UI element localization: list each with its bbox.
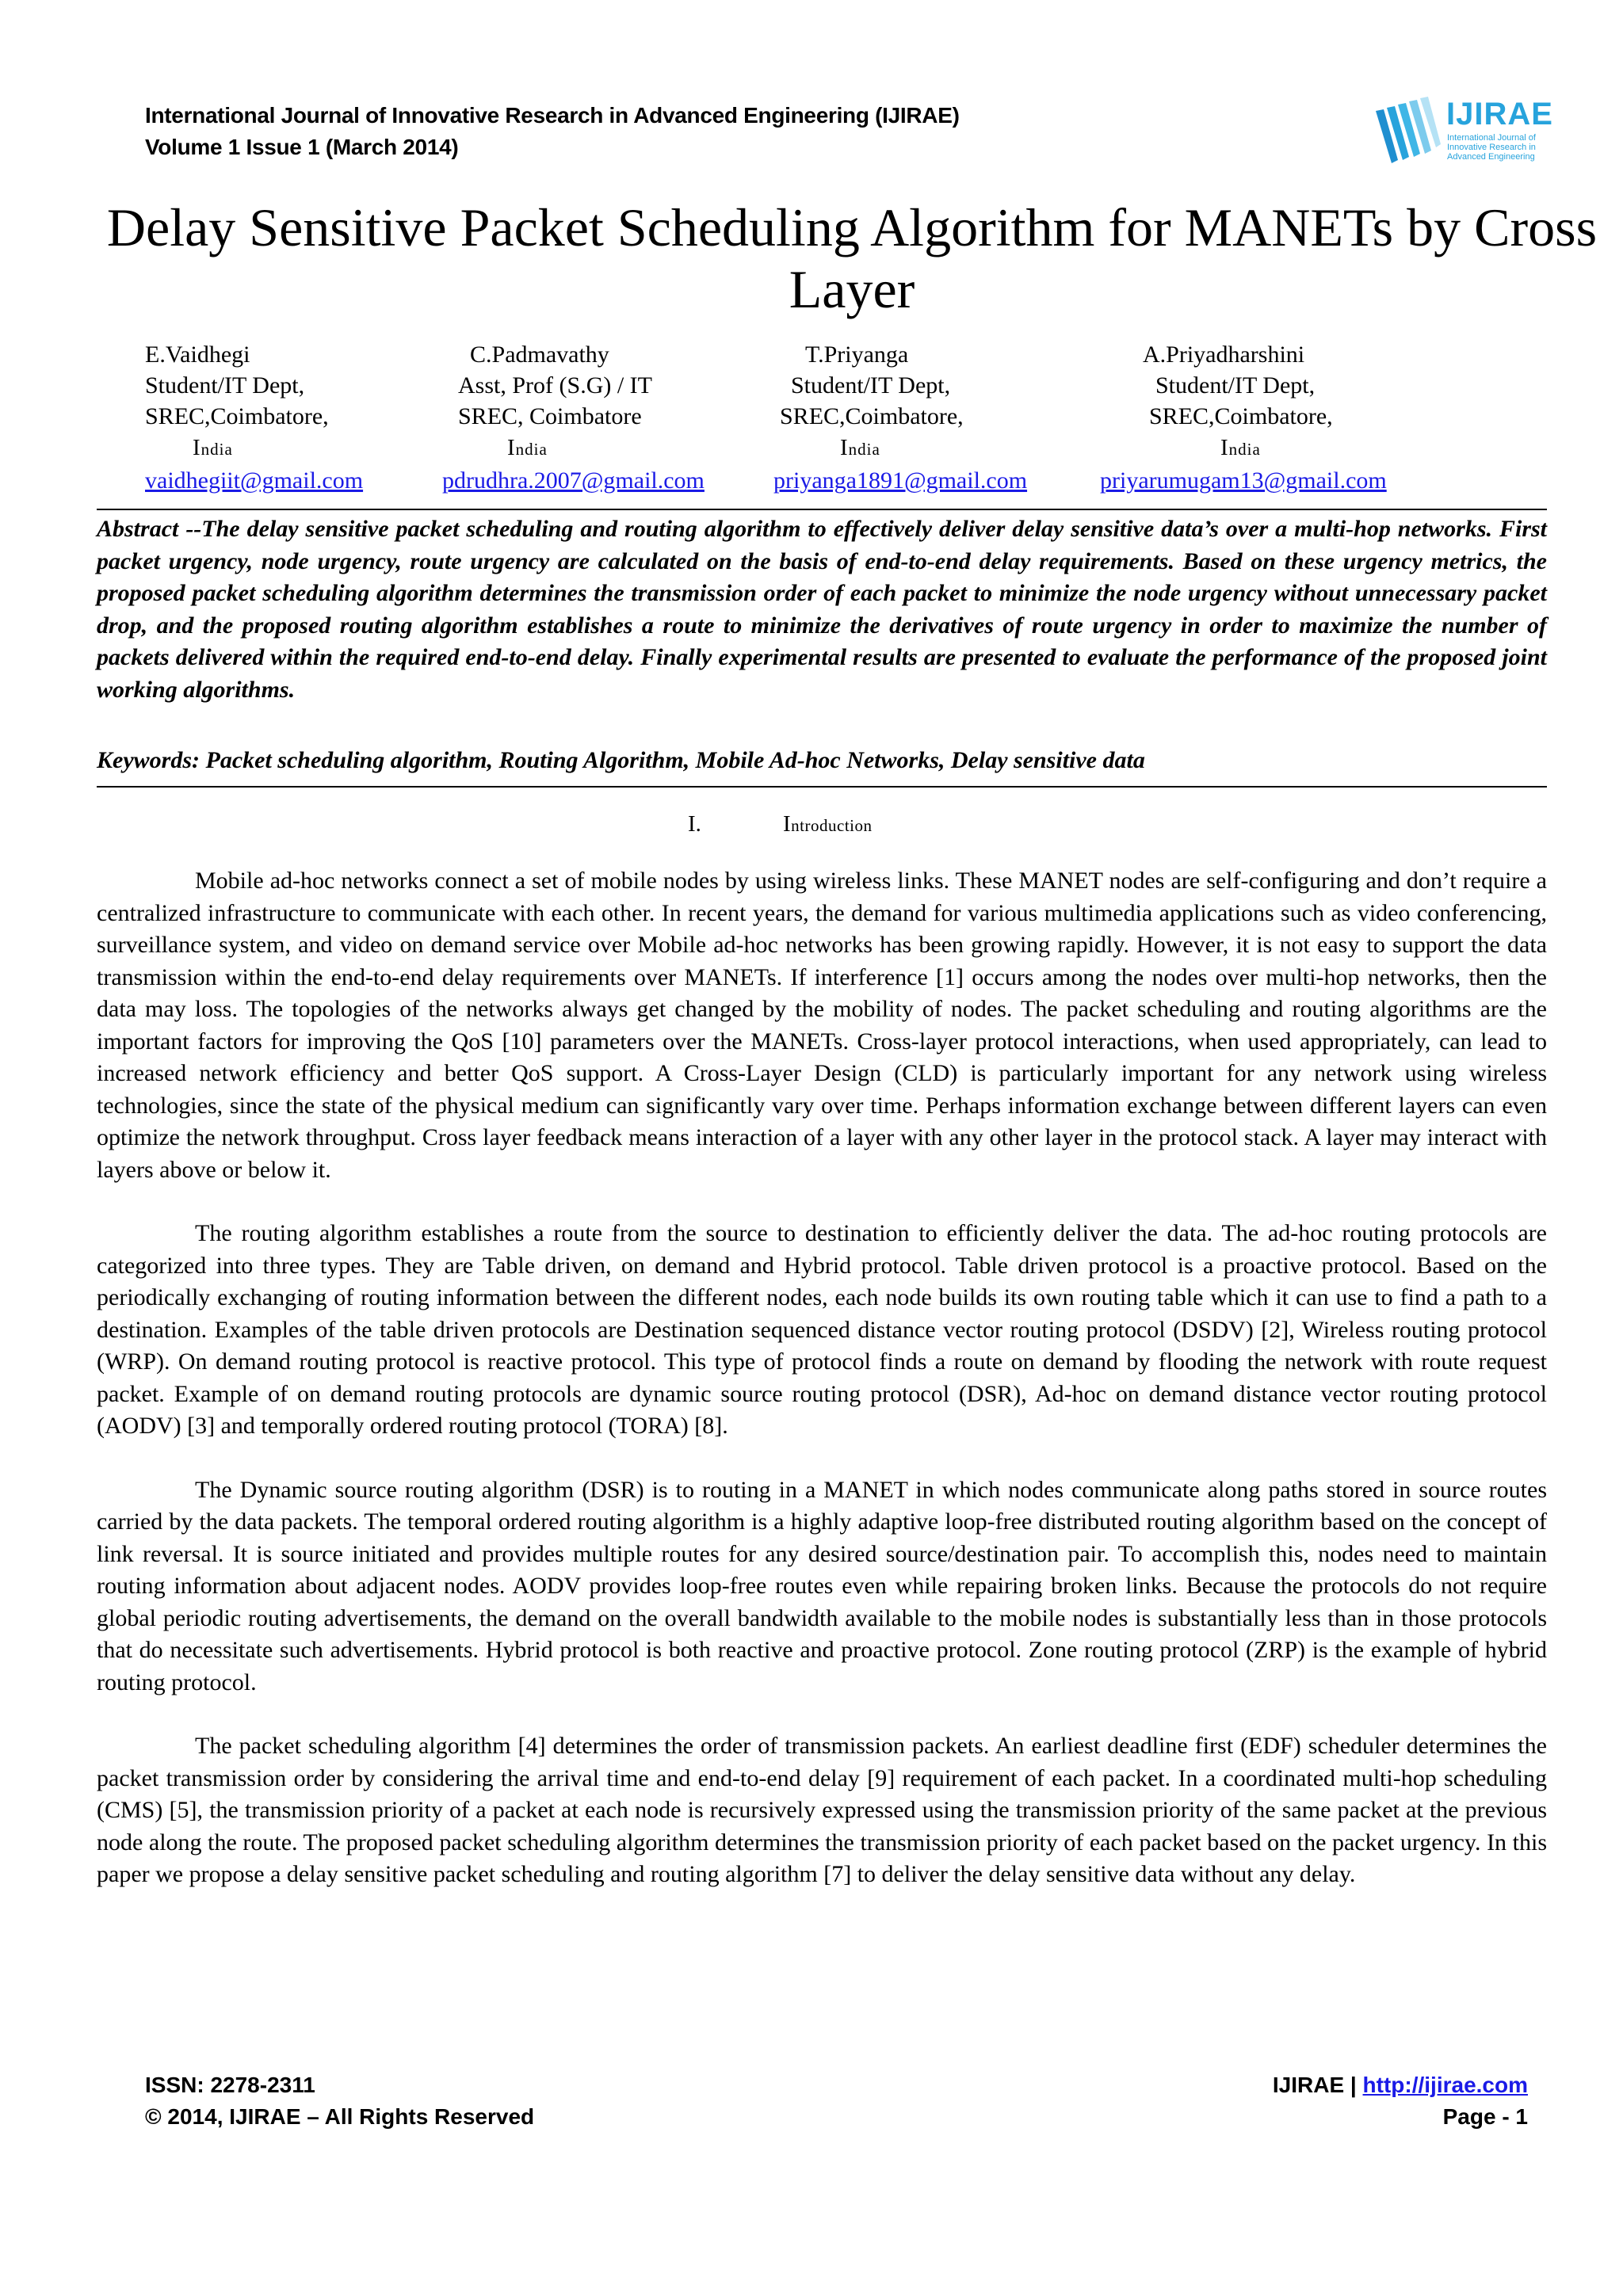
author-name: T.Priyanga [805, 341, 909, 368]
author-role: Asst, Prof (S.G) / IT [458, 372, 652, 399]
paragraph: Mobile ad-hoc networks connect a set of mobile nodes by using wireless links. These MANET nodes are self-configuring and don’t require a centralized infrastructure to communicate with each other. In recent years, the demand for various multimedia applications such as video conferencing, surveillance system, and video on demand service over Mobile ad-hoc networks has been growing rapidly. However, it is not easy to support the data transmission within the end-to-end delay requirements over MANETs. If interference [1] occurs among the nodes over multi-hop networks, then the data may loss. The topologies of the networks always get changed by the mobility of nodes. The packet scheduling and routing algorithms are the important factors for improving the QoS [10] parameters over the MANETs. Cross-layer protocol interactions, when used appropriately, can lead to increased network efficiency and better QoS support. A Cross-Layer Design (CLD) is particularly important for any network using wireless technologies, since the state of the physical medium can significantly vary over time. Perhaps information exchange between different layers can even optimize the network throughput. Cross layer feedback means interaction of a layer with any other layer in the protocol stack. A layer may interact with layers above or below it. [97, 868, 1547, 1183]
author-email-link[interactable]: vaidhegiit@gmail.com [145, 467, 364, 494]
author-3 [773, 339, 1027, 496]
section-number: I. [688, 811, 701, 837]
author-4 [1100, 339, 1387, 496]
paragraph: The routing algorithm establishes a route from the source to destination to efficiently deliver the data. The ad-hoc routing protocols are categorized into three types. They are Table driven, on demand and Hybrid protocol. Table driven protocol is a proactive protocol. Based on the periodically exchanging of routing information between the different nodes, each node builds its own routing table which it can use to find a path to a destination. Examples of the table driven protocols are Destination sequenced distance vector routing protocol (DSDV) [2], Wireless routing protocol (WRP). On demand routing protocol is reactive protocol. This type of protocol finds a route on demand by flooding the network with route request packet. Example of on demand routing protocols are dynamic source routing protocol (DSR), Ad-hoc on demand distance vector routing protocol (AODV) [3] and temporally ordered routing protocol (TORA) [8]. [97, 1220, 1547, 1439]
author-country: India [1220, 435, 1261, 460]
page-number: Page - 1 [1442, 2104, 1528, 2129]
journal-name: International Journal of Innovative Research in Advanced Engineering (IJIRAE) [145, 103, 960, 128]
author-role: Student/IT Dept, [1155, 372, 1316, 399]
footer-right [1273, 2069, 1528, 2133]
logo-name: IJIRAE [1446, 97, 1553, 132]
logo-stripes-icon [1371, 93, 1446, 173]
journal-header [145, 100, 960, 163]
abstract-top-rule [97, 509, 1547, 510]
author-email-link[interactable]: priyarumugam13@gmail.com [1100, 467, 1387, 494]
author-list [0, 339, 1623, 498]
copyright: © 2014, IJIRAE – All Rights Reserved [145, 2104, 535, 2129]
keywords: Keywords: Packet scheduling algorithm, Routing Algorithm, Mobile Ad-hoc Networks, Delay sensitive data [97, 747, 1145, 773]
author-2 [442, 339, 705, 496]
author-affiliation: SREC, Coimbatore [458, 403, 642, 429]
author-country: India [193, 435, 233, 460]
author-name: C.Padmavathy [470, 341, 609, 368]
author-email-link[interactable]: priyanga1891@gmail.com [773, 467, 1028, 494]
author-affiliation: SREC,Coimbatore, [1149, 403, 1333, 429]
author-1 [145, 339, 363, 496]
author-email-link[interactable]: pdrudhra.2007@gmail.com [442, 467, 705, 494]
abstract: Abstract --The delay sensitive packet scheduling and routing algorithm to effectively deliver delay sensitive data’s over a multi-hop networks. First packet urgency, node urgency, route urgency are calculated on the basis of end-to-end delay requirements. Based on these urgency metrics, the proposed packet scheduling algorithm determines the transmission order of each packet to minimize the node urgency without unnecessary packet drop, and the proposed routing algorithm establishes a route to minimize the derivatives of route urgency in order to maximize the number of packets delivered within the required end-to-end delay. Finally experimental results are presented to evaluate the performance of the proposed joint working algorithms. [97, 516, 1547, 703]
body-text [97, 865, 1547, 1923]
author-affiliation: SREC,Coimbatore, [780, 403, 964, 429]
author-role: Student/IT Dept, [791, 372, 951, 399]
paper-title: Delay Sensitive Packet Scheduling Algorithm for MANETs by Cross Layer [106, 197, 1598, 319]
ijirae-logo [1371, 93, 1553, 173]
author-country: India [840, 435, 880, 460]
site-link[interactable]: http://ijirae.com [1362, 2073, 1528, 2097]
author-name: A.Priyadharshini [1143, 341, 1305, 368]
author-affiliation: SREC,Coimbatore, [145, 403, 329, 429]
author-country: India [507, 435, 548, 460]
issn: ISSN: 2278-2311 [145, 2073, 315, 2097]
paragraph: The Dynamic source routing algorithm (DSR) is to routing in a MANET in which nodes communicate along paths stored in source routes carried by the data packets. The temporal ordered routing algorithm is a highly adaptive loop-free distributed routing algorithm based on the concept of link reversal. It is source initiated and provides multiple routes for any desired source/destination pair. To accomplish this, nodes need to maintain routing information about adjacent nodes. AODV provides loop-free routes even while repairing broken links. Because the protocols do not require global periodic routing advertisements, the demand on the overall bandwidth available to the mobile nodes is substantially less than in those protocols that do necessitate such advertisements. Hybrid protocol is both reactive and proactive protocol. Zone routing protocol (ZRP) is the example of hybrid routing protocol. [97, 1476, 1547, 1695]
footer-left [145, 2069, 534, 2133]
paragraph: The packet scheduling algorithm [4] determines the order of transmission packets. An earliest deadline first (EDF) scheduler determines the packet transmission order by considering the arrival time and end-to-end delay [9] requirement of each packet. In a coordinated multi-hop scheduling (CMS) [5], the transmission priority of a packet at each node is recursively expressed using the transmission priority of the same packet at the previous node along the route. The proposed packet scheduling algorithm determines the transmission priority of each packet based on the packet urgency. In this paper we propose a delay sensitive packet scheduling and routing algorithm [7] to deliver the delay sensitive data without any delay. [97, 1733, 1547, 1887]
journal-volume: Volume 1 Issue 1 (March 2014) [145, 135, 459, 159]
site-label: IJIRAE | [1272, 2073, 1357, 2097]
logo-subtitle: International Journal of Innovative Research in Advanced Engineering [1447, 133, 1536, 162]
keywords-bottom-rule [97, 786, 1547, 788]
author-role: Student/IT Dept, [145, 372, 305, 399]
author-name: E.Vaidhegi [145, 341, 250, 368]
section-title: Introduction [783, 811, 873, 837]
